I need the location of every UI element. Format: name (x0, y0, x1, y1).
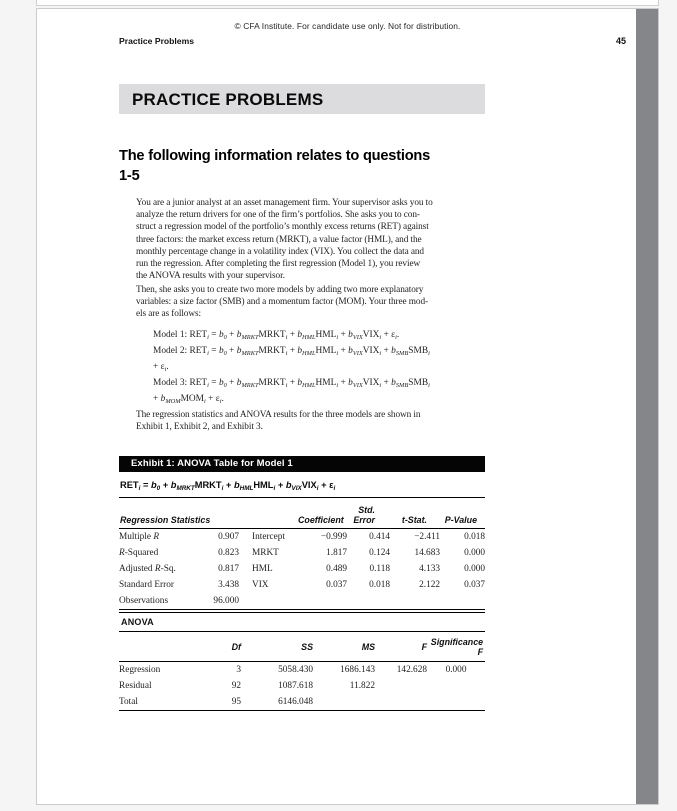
anova-table (119, 612, 485, 711)
table-cell: Multiple R (119, 532, 160, 542)
table-cell: 1.817 (326, 548, 348, 558)
table-cell: 0.018 (369, 580, 391, 590)
column-header-line: Std. (358, 505, 376, 515)
table-cell: 0.414 (369, 532, 391, 542)
model-equation: Model 1: $RET_i = b_0$ + $b_{MRKT}MRKT_i + b_{HML}HML_i + b_{VIX}VIX_i + \varepsilon_i$. (153, 330, 400, 341)
table-cell: 1087.618 (278, 681, 313, 691)
table-cell (347, 593, 390, 610)
table-cell: 96.000 (213, 596, 239, 606)
table-cell: 5058.430 (278, 665, 313, 675)
table-cell: 0.037 (464, 580, 486, 590)
table-row (119, 593, 485, 610)
table-cell: 6146.048 (278, 697, 313, 707)
table-cell: 3 (236, 665, 241, 675)
paragraph-line: You are a junior analyst at an asset management firm. Your supervisor asks you to (136, 198, 433, 208)
running-header-title: Practice Problems (119, 36, 194, 46)
paragraph-line: run the regression. After completing the first regression (Model 1), you review (136, 259, 421, 270)
column-header: MS (313, 632, 375, 662)
column-header (347, 498, 390, 529)
table-cell (427, 694, 485, 711)
table-cell: −2.411 (414, 532, 441, 542)
column-header-line: Error (353, 515, 376, 525)
table-cell: Intercept (252, 532, 286, 542)
table-cell: 95 (231, 697, 241, 707)
table-cell: MRKT (252, 548, 279, 558)
table-cell (427, 678, 485, 694)
running-header (119, 36, 626, 48)
table-cell: R-Squared (119, 548, 159, 558)
model-equation-continuation: + $\varepsilon_i$. (153, 362, 169, 373)
intro-paragraph-2 (136, 284, 486, 321)
table-cell (239, 593, 297, 610)
table-cell: VIX (252, 580, 269, 590)
table-cell: 0.118 (369, 564, 391, 574)
table-header-row (119, 498, 485, 529)
table-cell: 2.122 (419, 580, 441, 590)
intro-paragraph-3 (136, 409, 486, 433)
table-cell (375, 678, 427, 694)
paragraph-line: the ANOVA results with your supervisor. (136, 271, 285, 282)
table-cell: 0.489 (326, 564, 348, 574)
exhibit-title-bar: Exhibit 1: ANOVA Table for Model 1 (119, 456, 485, 472)
paragraph-line: The regression statistics and ANOVA results for the three models are shown in (136, 410, 421, 420)
paragraph-line: three factors: the market excess return (MRKT), a value factor (HML), and the (136, 234, 422, 245)
column-header: t-Stat. (401, 515, 428, 525)
table-header-row (119, 632, 485, 662)
table-cell: −0.999 (320, 532, 348, 542)
table-cell (440, 593, 485, 610)
table-cell: 0.000 (464, 564, 486, 574)
practice-problems-banner: PRACTICE PROBLEMS (119, 84, 485, 114)
table-cell: 0.823 (218, 548, 239, 558)
table-cell: 1686.143 (340, 665, 375, 675)
page-edge-tab (636, 9, 658, 804)
model-equation: Model 2: $RET_i = b_0$ + $b_{MRKT}MRKT_i + b_{HML}HML_i + b_{VIX}VIX_i + b_{SMB}SMB_i$ (153, 346, 430, 357)
table-cell: 11.822 (349, 681, 375, 691)
table-row (119, 662, 485, 679)
table-cell: Regression (119, 665, 161, 675)
table-cell: Adjusted R-Sq. (119, 564, 176, 574)
column-header: Significance F (427, 632, 485, 662)
table-cell: Residual (119, 681, 152, 691)
table-row (119, 529, 485, 546)
paragraph-line: monthly percentage change in a volatility index (VIX). You collect the data and (136, 246, 424, 257)
table-row (119, 545, 485, 561)
previous-page-edge (36, 0, 659, 6)
table-cell: 0.907 (218, 532, 239, 542)
table-cell: 142.628 (396, 665, 427, 675)
table-cell: 0.000 (464, 548, 486, 558)
table-cell (390, 593, 440, 610)
model-equations (153, 327, 493, 407)
column-header: Df (211, 632, 241, 662)
column-header: SS (241, 632, 313, 662)
table-cell: 92 (231, 681, 241, 691)
table-cell: 0.018 (464, 532, 486, 542)
model-equation: Model 3: $RET_i = b_0$ + $b_{MRKT}MRKT_i + b_{HML}HML_i + b_{VIX}VIX_i + b_{SMB}SMB_i$ (153, 378, 430, 389)
table-cell (375, 694, 427, 711)
copyright-notice: © CFA Institute. For candidate use only. Not for distribution. (234, 21, 461, 31)
table-cell (297, 593, 347, 610)
table-cell: 3.438 (218, 580, 239, 590)
document-page (36, 8, 659, 805)
section-heading (119, 146, 499, 186)
table-row (119, 694, 485, 711)
anova-caption-row (119, 613, 485, 632)
table-cell: Total (119, 697, 138, 707)
intro-paragraph-1 (136, 197, 486, 282)
table-cell: HML (252, 564, 273, 574)
table-cell (313, 694, 375, 711)
anova-label: ANOVA (119, 613, 485, 632)
column-header: F (375, 632, 427, 662)
column-header: P-Value (444, 515, 478, 525)
regression-stats-table (119, 497, 485, 610)
section-heading-line: 1-5 (119, 168, 140, 184)
column-header: Coefficient (298, 515, 344, 525)
table-cell: 0.817 (218, 564, 239, 574)
table-cell: Observations (119, 596, 169, 606)
table-row (119, 577, 485, 593)
exhibit-formula: $RET_i = b_0$ + $b_{MRKT}MRKT_i + b_{HML}HML_i + b_{VIX}VIX_i + \varepsilon_i$ (120, 480, 336, 492)
table-cell: 0.124 (369, 548, 391, 558)
paragraph-line: analyze the return drivers for one of the firm’s portfolios. She asks you to con- (136, 210, 420, 221)
paragraph-line: els are as follows: (136, 309, 201, 320)
table-row (119, 561, 485, 577)
paragraph-line: variables: a size factor (SMB) and a momentum factor (MOM). Your three mod- (136, 297, 428, 308)
model-equation-continuation: + $b_{MOM}MOM_i + \varepsilon_i$. (153, 394, 224, 405)
paragraph-line: Exhibit 1, Exhibit 2, and Exhibit 3. (136, 422, 263, 433)
paragraph-line: struct a regression model of the portfolio’s monthly excess returns (RET) against (136, 222, 429, 233)
table-cell: 4.133 (419, 564, 441, 574)
table-row (119, 678, 485, 694)
column-header: Regression Statistics (120, 515, 211, 525)
table-cell: 0.000 (445, 665, 467, 675)
paragraph-line: Then, she asks you to create two more models by adding two more explanatory (136, 285, 424, 295)
table-cell: 0.037 (326, 580, 348, 590)
section-heading-line: The following information relates to questions (119, 148, 431, 164)
table-cell: 14.683 (414, 548, 441, 558)
table-cell: Standard Error (119, 580, 174, 590)
column-header (119, 632, 211, 662)
page-number: 45 (615, 36, 626, 46)
